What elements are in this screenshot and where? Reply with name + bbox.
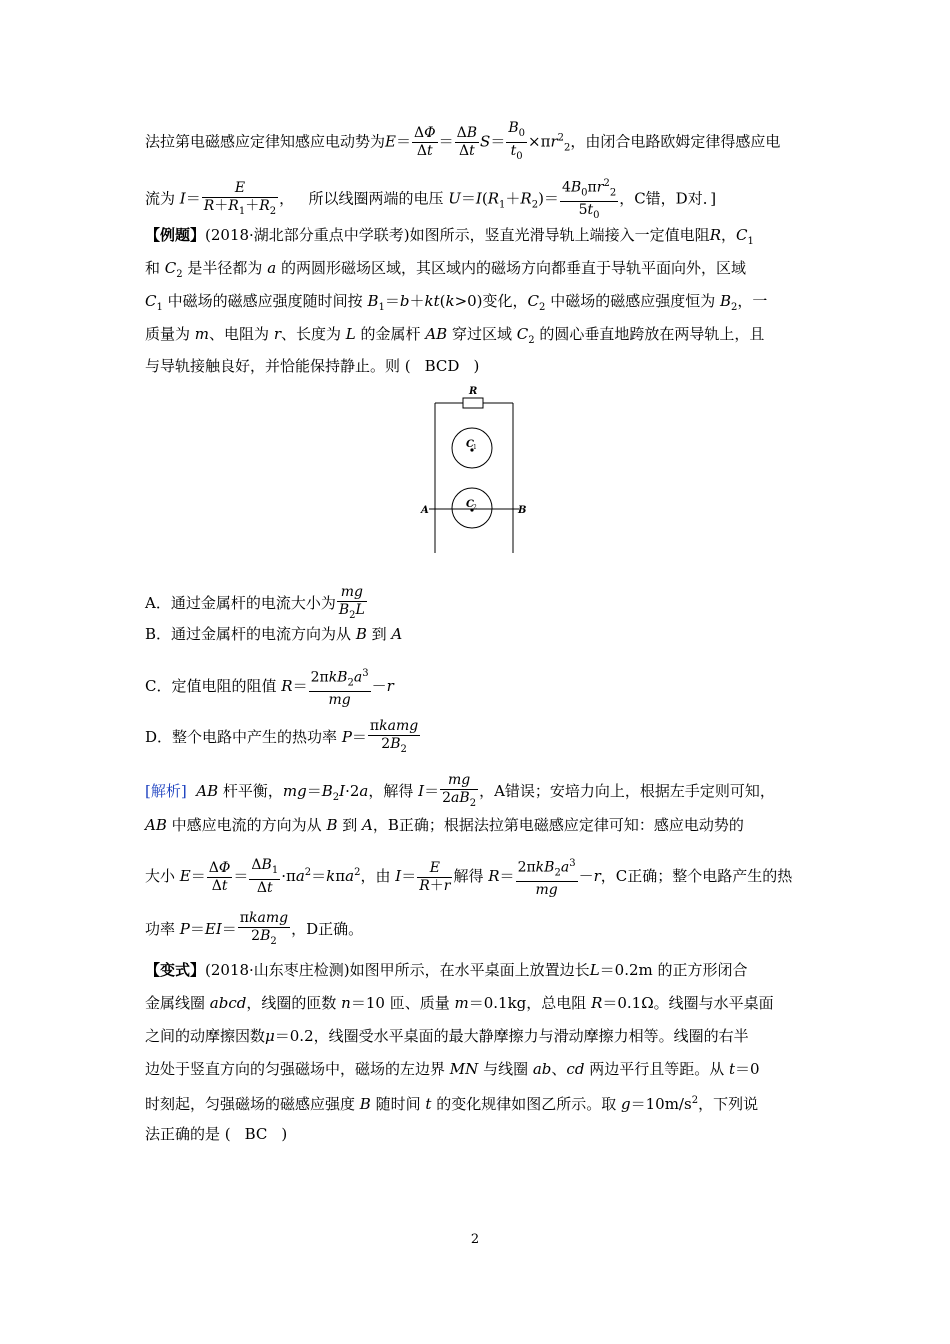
text: 法正确的是 ( [145, 1125, 231, 1143]
text: 杆平衡， [222, 781, 283, 800]
option-d: D．整个电路中产生的热功率 P＝ $\frac{\text{πkamg}}{2B_2}$ [145, 718, 419, 755]
text: C．定值电阻的阻值 [145, 677, 277, 696]
text: 法拉第电磁感应定律知感应电动势为 [145, 132, 386, 151]
text: ，C错，D对．] [619, 189, 717, 208]
text: 解得 [453, 867, 484, 886]
text: (2018·山东枣庄检测) [205, 961, 350, 979]
text: ) [281, 1125, 288, 1143]
circuit-figure [415, 385, 535, 557]
text: 随时间 [375, 1095, 421, 1113]
example-line-2: 和 $C_2$ 是半径都为 a 的两圆形磁场区域，其区域内的磁场方向都垂直于导轨平面向外，区域 [145, 259, 746, 280]
text: 。线圈与水平桌面 [653, 994, 774, 1012]
analysis-line-4: 功率 P＝EI＝ $\frac{\text{πkamg}}{2B_2}$ ，D正确。 [145, 910, 364, 947]
c1-sub: 1 [473, 444, 477, 451]
text: 时刻起，匀强磁场的磁感应强度 [145, 1095, 356, 1113]
variant-line-6 [145, 1124, 287, 1144]
text: ) [473, 357, 480, 375]
text: 的两圆形磁场区域，其区域内的磁场方向都垂直于导轨平面向外，区域 [280, 259, 746, 277]
text: 所以线圈两端的电压 [308, 189, 444, 208]
text: ，A错误；安培力向上，根据左手定则可知， [479, 781, 775, 800]
text: 的金属杆 [360, 325, 421, 343]
text: ，线圈的匝数 [246, 994, 337, 1012]
text: 到 [342, 816, 358, 834]
variant-line-3: 之间的动摩擦因数μ＝0.2，线圈受水平桌面的最大静摩擦力与滑动摩擦力相等。线圈的右半 [145, 1027, 749, 1045]
analysis-line-2: AB 中感应电流的方向为从 B 到 A，B正确；根据法拉第电磁感应定律可知：感应电动势的 [145, 816, 744, 834]
text: 到 [371, 625, 387, 643]
resistor [463, 398, 483, 408]
example-tag: 【例题】 [145, 226, 206, 244]
option-c: C．定值电阻的阻值 R＝ $\frac{2\pi kB_2a^3}{mg}$ －r [145, 665, 394, 709]
text: 与线圈 [483, 1060, 529, 1078]
text: 如图所示，竖直光滑导轨上端接入一定值电阻 [409, 226, 710, 244]
text: 的正方形闭合 [657, 961, 748, 979]
example-line-4: 质量为 m、电阻为 r、长度为 L 的金属杆 AB 穿过区域 $C_2$ 的圆心垂直地跨放在两导轨上，且 [145, 325, 765, 346]
label-b: B [518, 505, 527, 516]
text: B．通过金属杆的电流方向为从 [145, 625, 352, 643]
text: 是半径都为 [187, 259, 263, 277]
text: (2018·湖北部分重点中学联考) [205, 226, 410, 244]
variant-line-1: 【变式】(2018·山东枣庄检测)如图甲所示，在水平桌面上放置边长L＝0.2m 的正方形闭合 [145, 961, 748, 979]
text: 、长度为 [281, 325, 342, 343]
text: 之间的动摩擦因数 [145, 1027, 266, 1045]
analysis-tag: [解析] [145, 781, 187, 800]
text: ，解得 [368, 781, 414, 800]
text: 边处于竖直方向的匀强磁场中，磁场的左边界 [145, 1060, 446, 1078]
text: A．通过金属杆的电流大小为 [145, 593, 336, 612]
text: 的圆心垂直地跨放在两导轨上，且 [539, 325, 765, 343]
text: 中感应电流的方向为从 [171, 816, 322, 834]
text: ，由闭合电路欧姆定律得感应电 [570, 132, 781, 151]
c2-sub: 2 [473, 504, 477, 511]
text: 金属线圈 [145, 994, 206, 1012]
c2-label: C [466, 499, 474, 510]
text: ，D正确。 [291, 919, 364, 938]
variant-line-4: 边处于竖直方向的匀强磁场中，磁场的左边界 MN 与线圈 ab、cd 两边平行且等距。从 t＝0 [145, 1060, 760, 1078]
text: 中磁场的磁感应强度恒为 [550, 292, 716, 310]
variant-line-2: 金属线圈 abcd，线圈的匝数 n＝10 匝、质量 m＝0.1kg，总电阻 R＝0.1Ω。线圈与水平桌面 [145, 994, 774, 1012]
resistor-label: R [469, 386, 478, 397]
text: 如图甲所示，在水平桌面上放置边长 [349, 961, 590, 979]
text: 中磁场的磁感应强度随时间按 [167, 292, 363, 310]
variant-answer: BC [244, 1125, 268, 1143]
c1-label: C [466, 439, 474, 450]
analysis-line-3: 大小 E＝ $\frac{\Delta\Phi}{\Delta t}$ ＝ $\frac{\Delta B_1}{\Delta t}$ $\cdot\pi a^2=k\pi a^2$，由 I＝ $\frac{E}{R+r}$ 解得 R＝ $\frac{2\pi kB_2a^3}{mg}$ －r，C正确；整个电路产生的热 [145, 855, 792, 899]
text: 的变化规律如图乙所示。取 [436, 1095, 617, 1113]
text: ，由 [360, 867, 391, 886]
text: ，总电阻 [526, 994, 587, 1012]
text: 两边平行且等距。从 [589, 1060, 725, 1078]
variant-tag: 【变式】 [145, 961, 206, 979]
option-b: B．通过金属杆的电流方向为从 B 到 A [145, 625, 403, 643]
text: 质量为 [145, 325, 191, 343]
text: 大小 [145, 867, 176, 886]
example-line-1: 【例题】(2018·湖北部分重点中学联考)如图所示，竖直光滑导轨上端接入一定值电阻R，$C_1$ [145, 226, 754, 247]
text: ，B正确；根据法拉第电磁感应定律可知：感应电动势的 [372, 816, 744, 834]
page-number: 2 [470, 1232, 480, 1247]
text: 穿过区域 [451, 325, 512, 343]
variant-line-5: 时刻起，匀强磁场的磁感应强度 B 随时间 t 的变化规律如图乙所示。取 $g=10m/s^2$，下列说 [145, 1095, 759, 1113]
example-line-3: $C_1$ 中磁场的磁感应强度随时间按 $B_1=b+kt(k>0)$变化，$C_2$ 中磁场的磁感应强度恒为 $B_2$，一 [145, 292, 768, 313]
option-a: A．通过金属杆的电流大小为 $\frac{mg}{B_2L}$ [145, 584, 365, 621]
text: 流为 [145, 189, 176, 208]
analysis-line-1: [解析] AB 杆平衡，$mg=B_2I\cdot 2a$，解得 I＝ $\frac{mg}{2aB_2}$ ，A错误；安培力向上，根据左手定则可知， [145, 772, 775, 809]
text: 、电阻为 [209, 325, 270, 343]
text: 功率 [145, 919, 176, 938]
example-line-5 [145, 356, 479, 376]
text: ，线圈受水平桌面的最大静摩擦力与滑动摩擦力相等。线圈的右半 [313, 1027, 749, 1045]
text: 与导轨接触良好，并恰能保持静止。则 ( [145, 357, 411, 375]
text: 变化， [482, 292, 528, 310]
label-a: A [421, 505, 429, 516]
example-answer: BCD [424, 357, 460, 375]
text: ，C正确；整个电路产生的热 [600, 867, 793, 886]
prev-line-1: 法拉第电磁感应定律知感应电动势为E＝ $\frac{\Delta\Phi}{\Delta t}$ ＝ $\frac{\Delta B}{\Delta t}$ S＝ $\frac{B_0}{t_0}$ $\times\pi r^2_2$，由闭合电路欧姆定律得感应电 [145, 120, 781, 162]
text: D．整个电路中产生的热功率 [145, 727, 338, 746]
text: 匝、质量 [389, 994, 450, 1012]
prev-line-2: 流为 I＝ $\frac{E}{R+R_1+R_2}$ ， 所以线圈两端的电压 $U=I(R_1+R_2)=$ $\frac{4B_0\pi r^2_2}{5t_0}$ ，C错，D对．] [145, 175, 716, 224]
text: ，下列说 [698, 1095, 759, 1113]
